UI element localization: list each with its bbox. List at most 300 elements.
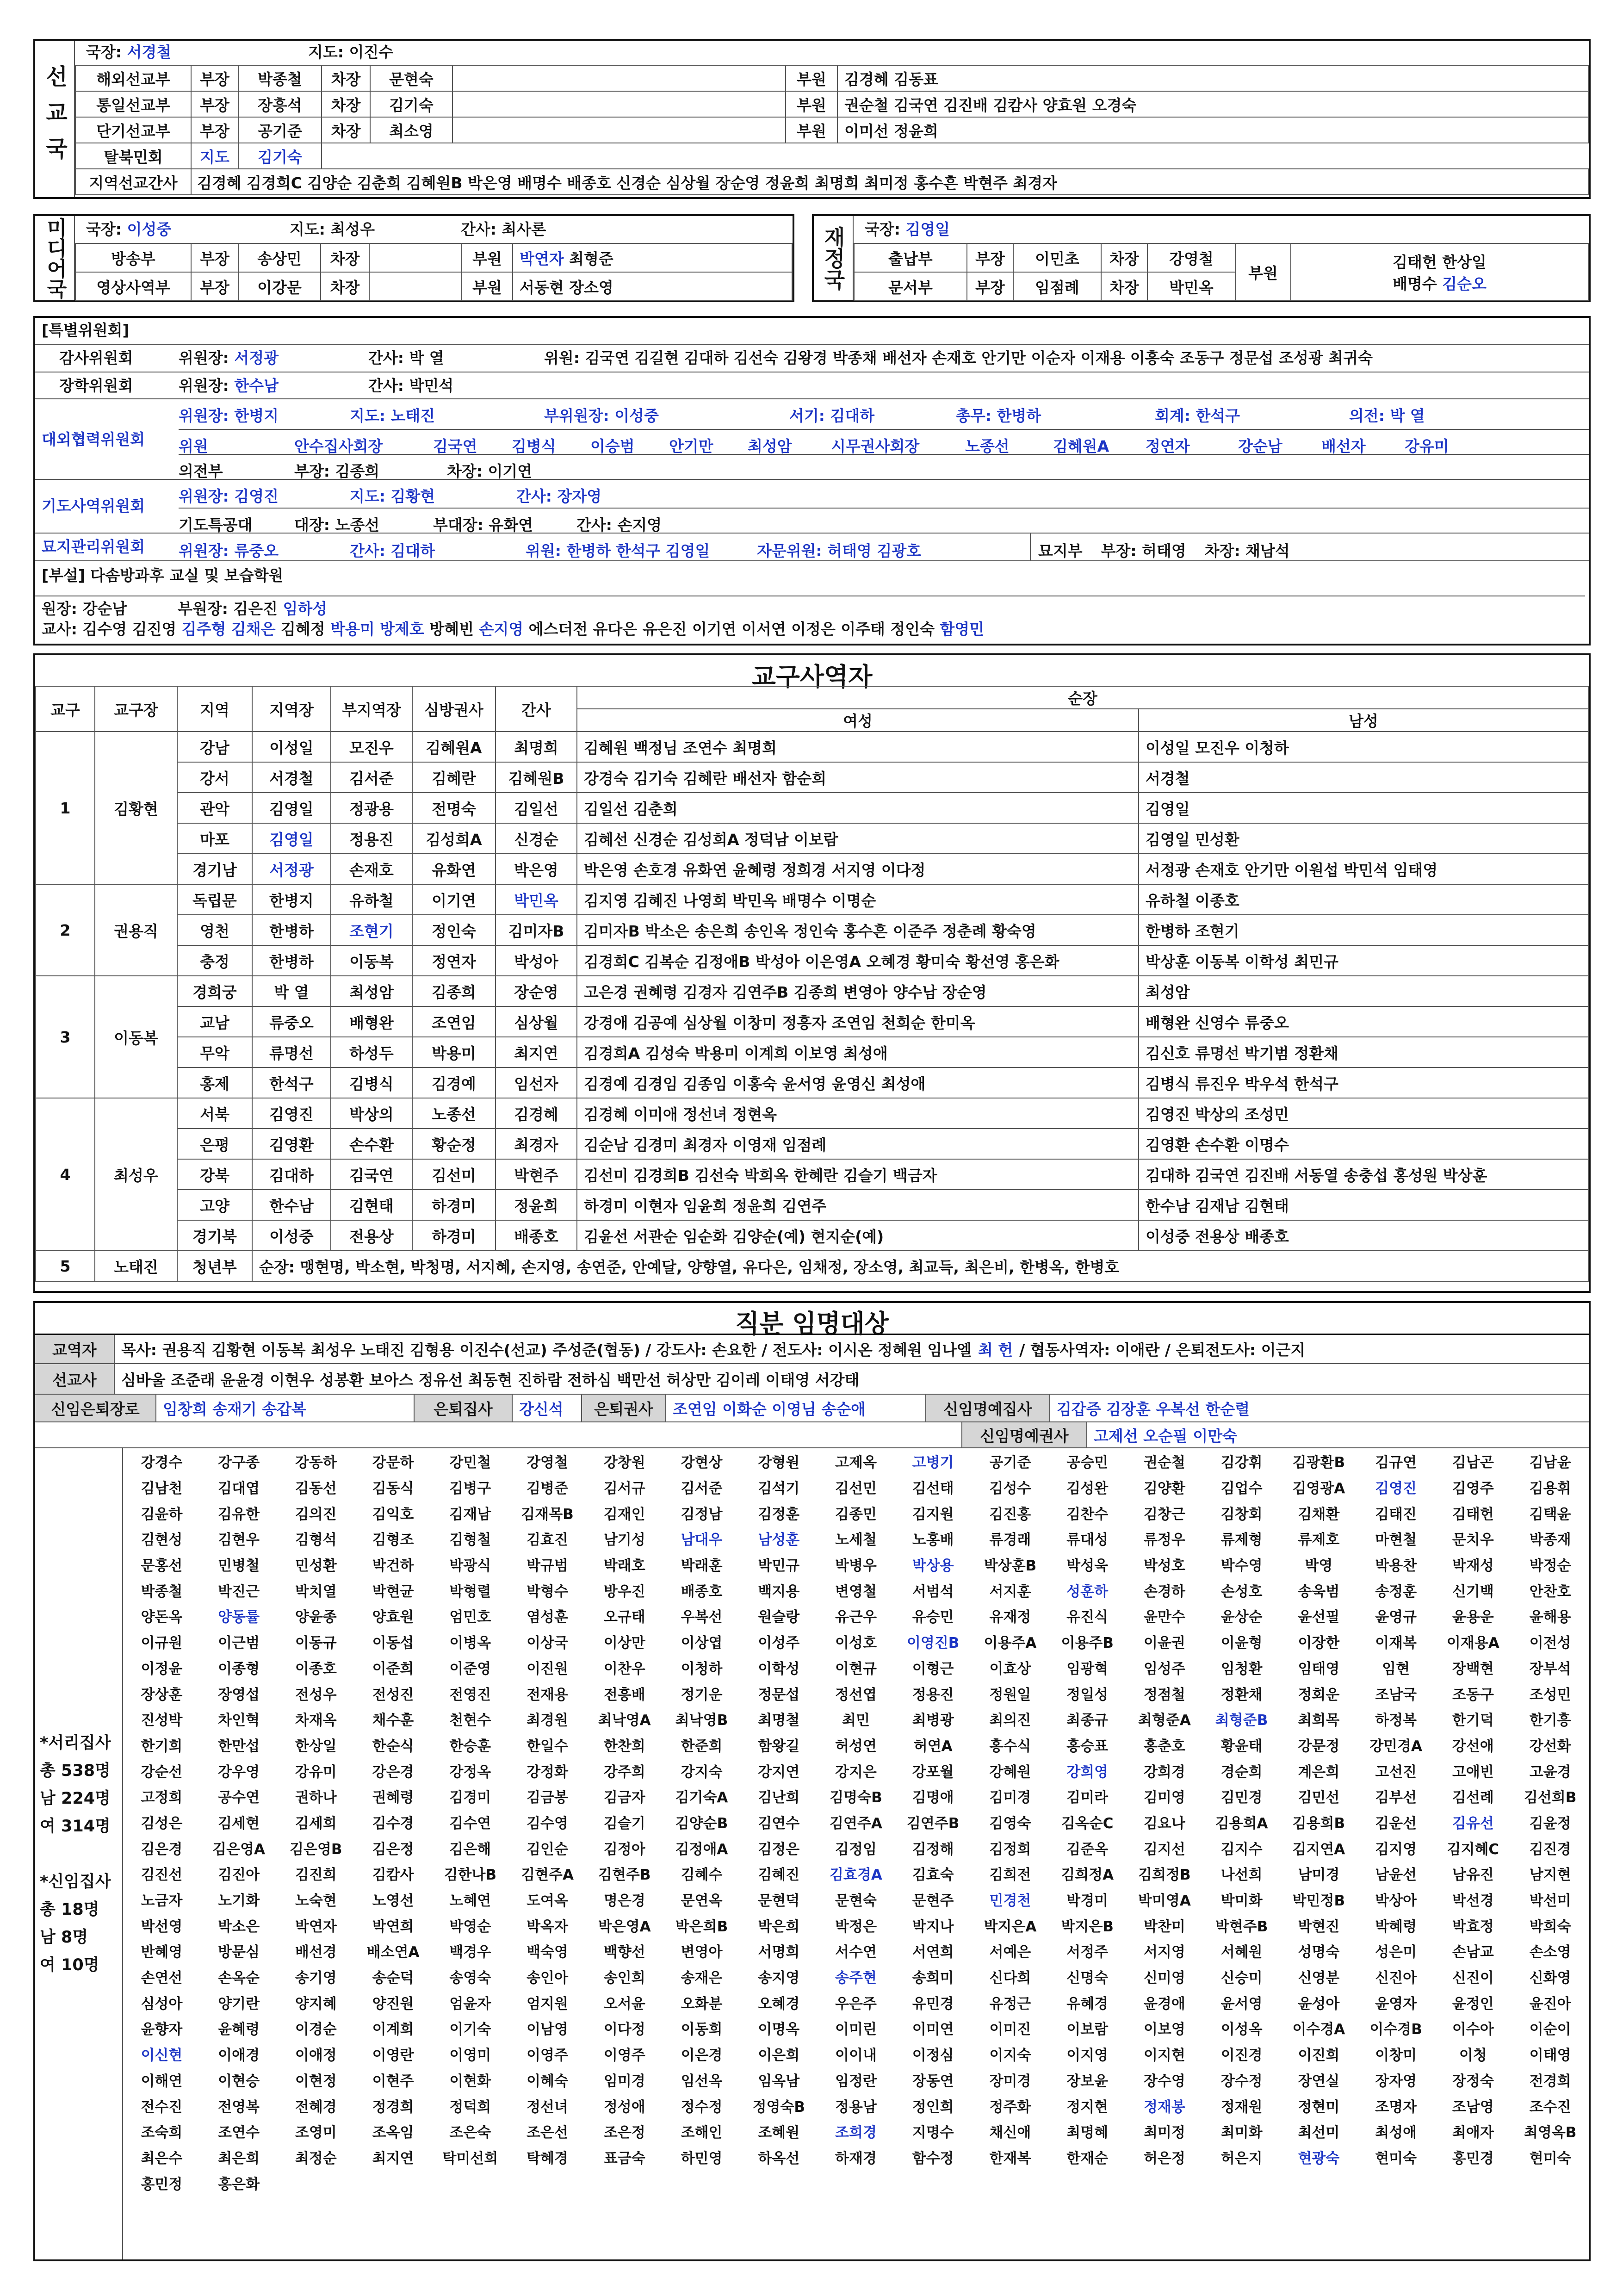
deacon-name: 현광숙 — [1298, 2150, 1340, 2167]
parish-male: 최성암 — [1139, 976, 1588, 1006]
deacon-name — [277, 2170, 354, 2196]
coop2-item: 김국연 — [433, 437, 477, 455]
deacon-name: 박래훈 — [681, 1558, 723, 1575]
deacon-name: 문현숙 — [835, 1893, 877, 1910]
deacon-name: 최은수 — [141, 2150, 183, 2167]
deacon-name: 한순식 — [372, 1738, 414, 1755]
parish-cell: 마포 — [177, 823, 252, 854]
deacon-name: 정선녀 — [527, 2098, 568, 2116]
deacon-side-line: 총 18명 — [40, 1900, 99, 1919]
media-cell: 차장 — [321, 272, 369, 301]
deacon-name: 송재은 — [681, 1970, 723, 1987]
deacon-name: 김지혜C — [1447, 1841, 1499, 1858]
deacon-name: 한재복 — [989, 2150, 1031, 2167]
regional-label: 지역선교간사 — [75, 169, 191, 195]
deacon-name: 최애자 — [1452, 2124, 1494, 2141]
deacon-name: 김성은 — [141, 1815, 183, 1832]
parish-cell: 김혜란 — [412, 762, 496, 793]
deacon-name: 김연주A — [830, 1815, 882, 1832]
col-region-leader: 지역장 — [252, 686, 331, 732]
deacon-name: 이수경B — [1369, 2021, 1422, 2038]
deacon-name — [1434, 2170, 1511, 2196]
deacon-name: 박은영A — [598, 1918, 651, 1935]
deacon-name: 유승민 — [912, 1609, 954, 1626]
deacon-name: 조희경 — [835, 2124, 877, 2141]
deacon-name: 류정우 — [1143, 1532, 1185, 1549]
honor-kwonsa-list: 고제선 오순필 이만숙 — [1094, 1427, 1237, 1445]
coop2-item: 최성암 — [748, 437, 792, 455]
pastors-label: 교역자 — [35, 1335, 115, 1363]
parish-leader: 이동복 — [95, 976, 177, 1098]
mission-cell: 해외선교부 — [75, 65, 191, 91]
deacon-name: 정점철 — [1143, 1686, 1185, 1703]
deacon-name: 전흥배 — [603, 1686, 645, 1703]
coop1-item: 부위원장: 이성중 — [544, 407, 659, 425]
deacon-name: 성은미 — [1375, 1944, 1417, 1961]
deacon-name: 신진이 — [1452, 1970, 1494, 1987]
deacon-name: 배종호 — [681, 1583, 723, 1600]
deacon-name: 백경우 — [449, 1944, 491, 1961]
deacon-name: 서지영 — [1143, 1944, 1185, 1961]
deacon-name: 류제호 — [1298, 1532, 1340, 1549]
deacon-name: 김석기 — [758, 1480, 800, 1497]
finance-role: 차장 — [1101, 243, 1147, 272]
coop2-item: 김병식 — [512, 437, 556, 455]
deacon-name: 장수영 — [1143, 2073, 1185, 2090]
deacon-name: 마현철 — [1375, 1532, 1417, 1549]
deacon-name: 서명희 — [758, 1944, 800, 1961]
parish-cell: 이성중 — [252, 1220, 331, 1251]
deacon-name: 유혜경 — [1066, 1995, 1109, 2012]
deacon-name: 윤경애 — [1143, 1995, 1185, 2012]
finance-chief: 국장: 김영일 — [865, 220, 950, 238]
deacon-name: 류제형 — [1220, 1532, 1263, 1549]
deacon-name: 김재인 — [603, 1506, 645, 1523]
honor-deacon-label: 신임명예집사 — [925, 1395, 1050, 1421]
deacon-name: 한기덕 — [1452, 1712, 1494, 1729]
youth-no: 5 — [36, 1251, 95, 1281]
deacon-name: 김정아 — [603, 1841, 645, 1858]
media-cell: 차장 — [321, 243, 369, 272]
media-cell: 영상사역부 — [75, 272, 191, 301]
deacon-name: 김남천 — [141, 1480, 183, 1497]
deacon-name: 최종규 — [1066, 1712, 1109, 1729]
prayer2-item: 대장: 노종선 — [294, 516, 380, 534]
deacon-name: 김수연 — [449, 1815, 491, 1832]
coop-officers — [179, 404, 1589, 426]
deacon-name: 서정주 — [1066, 1944, 1109, 1961]
deacon-name: 조은정 — [603, 2124, 645, 2141]
deacon-name: 오화분 — [681, 1995, 723, 2012]
parish-cell: 김경예 — [412, 1067, 496, 1098]
deacon-name: 신명숙 — [1066, 1970, 1109, 1987]
media-cell: 송상민 — [238, 243, 321, 272]
deacon-name: 김동선 — [295, 1480, 337, 1497]
deacon-name: 홍민경 — [1452, 2150, 1494, 2167]
deacon-name: 임미경 — [603, 2073, 645, 2090]
deacon-name: 최지연 — [372, 2150, 414, 2167]
north-name: 김기숙 — [238, 143, 322, 169]
deacon-name: 한승훈 — [449, 1738, 491, 1755]
deacon-name: 이순이 — [1529, 2021, 1571, 2038]
parish-cell: 박상의 — [331, 1098, 412, 1129]
parish-female: 김경희A 김성숙 박용미 이계희 이보영 최성애 — [577, 1037, 1139, 1067]
deacon-name: 김형조 — [372, 1532, 414, 1549]
deacon-name: 원슬랑 — [758, 1609, 800, 1626]
deacon-name: 허연A — [913, 1738, 953, 1755]
finance-dept-name: 출납부 — [854, 243, 967, 272]
deacon-name: 이수경A — [1292, 2021, 1345, 2038]
deacon-name: 신승미 — [1220, 1970, 1263, 1987]
deacon-name: 김연수 — [758, 1815, 800, 1832]
deacon-name: 이수아 — [1452, 2021, 1494, 2038]
deacon-name: 김강휘 — [1220, 1454, 1263, 1471]
parish-male: 유하철 이종호 — [1139, 884, 1588, 915]
mission-cell: 통일선교부 — [75, 91, 191, 117]
deacon-name: 이병옥 — [449, 1635, 491, 1652]
col-cell: 순장 — [577, 686, 1588, 709]
deacon-name: 노영선 — [372, 1893, 414, 1910]
deacon-name: 한기희 — [141, 1738, 183, 1755]
mission-cell: 최소영 — [370, 117, 452, 143]
deacon-name: 박경미 — [1066, 1893, 1109, 1910]
deacon-name: 정일성 — [1066, 1686, 1109, 1703]
deacon-name: 이성옥 — [1220, 2021, 1263, 2038]
deacon-name: 공승민 — [1066, 1454, 1109, 1471]
school-teachers: 교사: 김수영 김진영 김주형 김채은 김혜정 박용미 방제호 방혜빈 손지영 에스더전 유다은 유은진 이기연 이서연 이정은 이주태 정인숙 함영민 — [42, 620, 985, 638]
deacon-name: 박민정B — [1292, 1893, 1345, 1910]
deacon-name: 탁미선희 — [442, 2150, 498, 2167]
coop1-item: 지도: 노태진 — [350, 407, 435, 425]
parish-cell: 박민옥 — [496, 884, 577, 915]
deacon-name: 전경희 — [1529, 2073, 1571, 2090]
deacon-name: 김대엽 — [218, 1480, 260, 1497]
deacon-name: 이보영 — [1143, 2021, 1185, 2038]
deacon-name: 송희미 — [912, 1970, 954, 1987]
deacon-name: 장상훈 — [141, 1686, 183, 1703]
deacon-name: 장보윤 — [1066, 2073, 1109, 2090]
deacon-name: 이윤권 — [1143, 1635, 1185, 1652]
deacon-name: 이동규 — [295, 1635, 337, 1652]
parish-cell: 김현태 — [331, 1190, 412, 1220]
parish-title: 교구사역자 — [751, 662, 873, 691]
deacon-name: 전영복 — [218, 2098, 260, 2116]
deacon-name: 전혜경 — [295, 2098, 337, 2116]
deacon-name: 이미진 — [989, 2021, 1031, 2038]
pastors-list: 목사: 권용직 김황현 이동복 최성우 노태진 김형용 이진수(선교) 주성준(협동) / 강도사: 손요한 / 전도사: 이시온 정혜원 임나엘 — [121, 1341, 972, 1359]
deacon-name: 엄민호 — [449, 1609, 491, 1626]
parish-female: 김지영 김혜진 나영희 박민옥 배명수 이명순 — [577, 884, 1139, 915]
deacon-name: 류경래 — [989, 1532, 1031, 1549]
deacon-side-line — [40, 1840, 122, 1868]
deacon-name: 박수영 — [1220, 1558, 1263, 1575]
deacon-name: 장연실 — [1298, 2073, 1340, 2090]
prayer-committee — [35, 479, 1589, 533]
deacon-name: 이규원 — [141, 1635, 183, 1652]
deacon-name: 강민철 — [449, 1454, 491, 1471]
deacon-name: 손경하 — [1143, 1583, 1185, 1600]
parish-male: 김병식 류진우 박우석 한석구 — [1139, 1067, 1588, 1098]
mission-cell: 박종철 — [238, 65, 322, 91]
deacon-name: 양기란 — [218, 1995, 260, 2012]
deacon-name: 김세희 — [295, 1815, 337, 1832]
deacon-name: 이영주 — [527, 2047, 568, 2064]
coop1-item: 위원장: 한병지 — [179, 407, 279, 425]
north-role: 지도 — [191, 143, 238, 169]
deacon-name: 조명자 — [1375, 2098, 1417, 2116]
parish-cell: 경기북 — [177, 1220, 252, 1251]
parish-female: 김미자B 박소은 송은희 송인옥 정인숙 홍수흔 이준주 정춘례 황숙영 — [577, 915, 1139, 945]
deacon-name: 박희숙 — [1529, 1918, 1571, 1935]
deacon-name: 조수진 — [1529, 2098, 1571, 2116]
finance-role: 부장 — [967, 243, 1013, 272]
deacon-name: 허은지 — [1220, 2150, 1263, 2167]
deacon-name: 이재복 — [1375, 1635, 1417, 1652]
deacon-name: 김금봉 — [527, 1789, 568, 1806]
deacon-name: 정회운 — [1298, 1686, 1340, 1703]
deacon-name: 백숙영 — [527, 1944, 568, 1961]
deacon-name: 김운선 — [1375, 1815, 1417, 1832]
media-cell: 박연자 최형준 — [513, 243, 792, 272]
deacon-name: 박지은B — [1061, 1918, 1114, 1935]
deacon-name: 김택윤 — [1529, 1506, 1571, 1523]
cem-item: 자문위원: 허태영 김광호 — [757, 542, 921, 560]
deacon-name: 김영숙 — [989, 1815, 1031, 1832]
col-parish-leader: 교구장 — [95, 686, 177, 732]
deacon-name: 강창원 — [603, 1454, 645, 1471]
deacon-name: 최성애 — [1375, 2124, 1417, 2141]
col-sec: 간사 — [496, 686, 577, 732]
deacon-name: 함왕길 — [758, 1738, 800, 1755]
parish-cell: 장순영 — [496, 976, 577, 1006]
deacon-name: 양돈옥 — [141, 1609, 183, 1626]
deacon-name: 김희전 — [989, 1867, 1031, 1884]
deacon-name: 박영 — [1305, 1558, 1333, 1575]
prayer1-item: 지도: 김황현 — [350, 487, 435, 505]
parish-female: 강경애 김공예 심상월 이창미 정흥자 조연임 천희순 한미옥 — [577, 1006, 1139, 1037]
deacon-name: 박연희 — [372, 1918, 414, 1935]
deacon-name: 박소은 — [218, 1918, 260, 1935]
deacon-name: 김은영A — [212, 1841, 266, 1858]
parish-cell: 김영환 — [252, 1129, 331, 1159]
deacon-name: 박형렬 — [449, 1583, 491, 1600]
deacon-name: 김현주A — [521, 1867, 574, 1884]
deacon-name: 최의진 — [989, 1712, 1031, 1729]
deacon-name: 김성수 — [989, 1480, 1031, 1497]
deacon-name: 하재경 — [835, 2150, 877, 2167]
parish-cell: 이기연 — [412, 884, 496, 915]
deacon-name: 김희정A — [1061, 1867, 1114, 1884]
coop1-item: 의전: 박 열 — [1349, 407, 1425, 425]
mission-cell: 김경혜 김동표 — [837, 65, 1588, 91]
deacon-name: 윤정인 — [1452, 1995, 1494, 2012]
coop2-item: 위원 — [179, 437, 208, 455]
deacon-name: 김현주B — [598, 1867, 651, 1884]
deacon-name: 이지영 — [1066, 2047, 1109, 2064]
deacon-name: 고윤경 — [1529, 1763, 1571, 1781]
deacon-name: 윤해용 — [1529, 1609, 1571, 1626]
cemetery-dept-item: 차장: 채남석 — [1204, 542, 1290, 560]
deacon-name: 임현 — [1382, 1660, 1410, 1677]
deacon-name: 박은희B — [675, 1918, 728, 1935]
audit-row — [35, 344, 1589, 372]
deacon-name: 채수훈 — [372, 1712, 414, 1729]
deacon-name: 신진아 — [1375, 1970, 1417, 1987]
deacon-name — [1203, 2170, 1280, 2196]
deacon-name: 서범석 — [912, 1583, 954, 1600]
deacon-name — [663, 2170, 740, 2196]
deacon-name: 조영미 — [295, 2124, 337, 2141]
deacon-name: 윤상순 — [1220, 1609, 1263, 1626]
deacon-name: 김채환 — [1298, 1506, 1340, 1523]
deacon-name: 최낙영B — [675, 1712, 728, 1729]
deacon-name: 박효정 — [1452, 1918, 1494, 1935]
deacon-name: 신기백 — [1452, 1583, 1494, 1600]
deacon-name: 김양순B — [675, 1815, 728, 1832]
media-dept-box — [33, 214, 794, 302]
deacon-name: 김한나B — [444, 1867, 497, 1884]
mission-cell: 이미선 정윤희 — [837, 117, 1588, 143]
deacon-name: 홍승표 — [1066, 1738, 1109, 1755]
parish-cell: 김영진 — [252, 1098, 331, 1129]
school-header: [부설] 다솜방과후 교실 및 보습학원 — [42, 566, 284, 584]
deacon-name: 김명애 — [912, 1789, 954, 1806]
deacon-name: 최형준A — [1138, 1712, 1191, 1729]
parish-no: 2 — [36, 884, 95, 976]
parish-cell: 김대하 — [252, 1159, 331, 1190]
scholar-chair: 위원장: 한수남 — [179, 377, 279, 395]
deacon-name: 김은경 — [141, 1841, 183, 1858]
deacon-name: 김부선 — [1375, 1789, 1417, 1806]
deacon-name: 염성훈 — [527, 1609, 568, 1626]
deacon-name: 박형수 — [527, 1583, 568, 1600]
deacon-name: 정현미 — [1298, 2098, 1340, 2116]
parish-female: 김혜원 백정님 조연수 최명희 — [577, 732, 1139, 762]
deacon-name: 이애정 — [295, 2047, 337, 2064]
deacon-name: 허은정 — [1143, 2150, 1185, 2167]
deacon-name: 이지현 — [1143, 2047, 1185, 2064]
deacon-name: 성명숙 — [1298, 1944, 1340, 1961]
deacon-name: 강우영 — [218, 1763, 260, 1781]
parish-cell: 영천 — [177, 915, 252, 945]
deacon-name: 김정희 — [989, 1841, 1031, 1858]
deacon-name: 최희목 — [1298, 1712, 1340, 1729]
deacon-name: 문연옥 — [681, 1893, 723, 1910]
prayer1-item: 위원장: 김영진 — [179, 487, 279, 505]
mission-chief: 국장: 서경철 — [86, 43, 172, 61]
deacon-name: 김난희 — [758, 1789, 800, 1806]
deacon-name: 채신애 — [989, 2124, 1031, 2141]
deacon-side-line: 총 538명 — [40, 1761, 111, 1780]
parish-male: 서경철 — [1139, 762, 1588, 793]
deacon-name: 안찬호 — [1529, 1583, 1571, 1600]
deacon-name: 공기준 — [989, 1454, 1031, 1471]
parish-cell: 김일선 — [496, 793, 577, 823]
deacon-name: 한재순 — [1066, 2150, 1109, 2167]
deacon-name: 박용찬 — [1375, 1558, 1417, 1575]
deacon-name: 이명옥 — [758, 2021, 800, 2038]
deacon-side-line: 남 224명 — [40, 1789, 111, 1808]
deacon-name: 임태영 — [1298, 1660, 1340, 1677]
deacon-name: 강정옥 — [449, 1763, 491, 1781]
prayer1-item: 간사: 장자영 — [516, 487, 602, 505]
deacon-name: 한상일 — [295, 1738, 337, 1755]
deacon-name — [1126, 2170, 1203, 2196]
deacon-name: 박재성 — [1452, 1558, 1494, 1575]
deacon-name — [354, 2170, 432, 2196]
deacon-name: 김남곤 — [1452, 1454, 1494, 1471]
deacon-name: 박현균 — [372, 1583, 414, 1600]
deacon-name: 권혜령 — [372, 1789, 414, 1806]
deacon-name: 이학성 — [758, 1660, 800, 1677]
deacon-name: 이해연 — [141, 2073, 183, 2090]
deacon-name: 노금자 — [141, 1893, 183, 1910]
deacon-name: 탁혜경 — [527, 2150, 568, 2167]
deacon-name: 문현주 — [912, 1893, 954, 1910]
parish-cell: 강북 — [177, 1159, 252, 1190]
deacon-name — [740, 2170, 818, 2196]
deacon-name: 김정해 — [912, 1841, 954, 1858]
deacon-name: 조성민 — [1529, 1686, 1571, 1703]
scholar-label: 장학위원회 — [59, 377, 133, 395]
deacon-name: 송인아 — [527, 1970, 568, 1987]
parish-male: 이성중 전용상 배종호 — [1139, 1220, 1588, 1251]
deacon-name: 김선태 — [912, 1480, 954, 1497]
parish-cell: 김영일 — [252, 793, 331, 823]
parish-cell: 서경철 — [252, 762, 331, 793]
deacon-name: 윤진아 — [1529, 1995, 1571, 2012]
mission-cell: 부원 — [786, 91, 837, 117]
deacon-name: 한준희 — [681, 1738, 723, 1755]
deacon-name: 정경희 — [372, 2098, 414, 2116]
cemetery-dept-item: 부장: 허태영 — [1101, 542, 1186, 560]
deacon-name: 김남윤 — [1529, 1454, 1571, 1471]
deacon-name: 손남교 — [1452, 1944, 1494, 1961]
parish-cell: 한병지 — [252, 884, 331, 915]
deacon-name: 전영진 — [449, 1686, 491, 1703]
parish-male: 배형완 신영수 류중오 — [1139, 1006, 1588, 1037]
cemetery-label: 묘지관리위원회 — [42, 538, 145, 556]
parish-cell: 손수환 — [331, 1129, 412, 1159]
coop2-item: 안기만 — [669, 437, 713, 455]
deacon-name: 김미라 — [1066, 1789, 1109, 1806]
coop2-item: 배선자 — [1321, 437, 1366, 455]
deacon-name: 변영아 — [681, 1944, 723, 1961]
deacon-name: 문치우 — [1452, 1532, 1494, 1549]
cemetery-dept-item: 묘지부 — [1038, 542, 1083, 560]
parish-cell: 강서 — [177, 762, 252, 793]
deacon-name: 박미화 — [1220, 1893, 1263, 1910]
deacon-name: 김진선 — [141, 1867, 183, 1884]
deacon-name — [1357, 2170, 1435, 2196]
deacon-name: 임옥남 — [758, 2073, 800, 2090]
deacon-name: 한찬희 — [603, 1738, 645, 1755]
deacon-name: 현미숙 — [1375, 2150, 1417, 2167]
deacon-name: 이태영 — [1529, 2047, 1571, 2064]
deacon-name: 이다정 — [603, 2021, 645, 2038]
deacon-name: 남윤선 — [1375, 1867, 1417, 1884]
mission-advisor: 지도: 이진수 — [308, 43, 394, 61]
deacon-name: 홍수식 — [989, 1738, 1031, 1755]
deacon-name: 김정애A — [675, 1841, 728, 1858]
deacon-name: 박옥자 — [527, 1918, 568, 1935]
parish-female: 김순남 김경미 최경자 이영재 임점례 — [577, 1129, 1139, 1159]
parish-male: 김영진 박상의 조성민 — [1139, 1098, 1588, 1129]
deacon-name: 오규태 — [603, 1609, 645, 1626]
coop-members — [179, 429, 1589, 456]
parish-cell: 류명선 — [252, 1037, 331, 1067]
deacon-name: 이용주A — [984, 1635, 1037, 1652]
